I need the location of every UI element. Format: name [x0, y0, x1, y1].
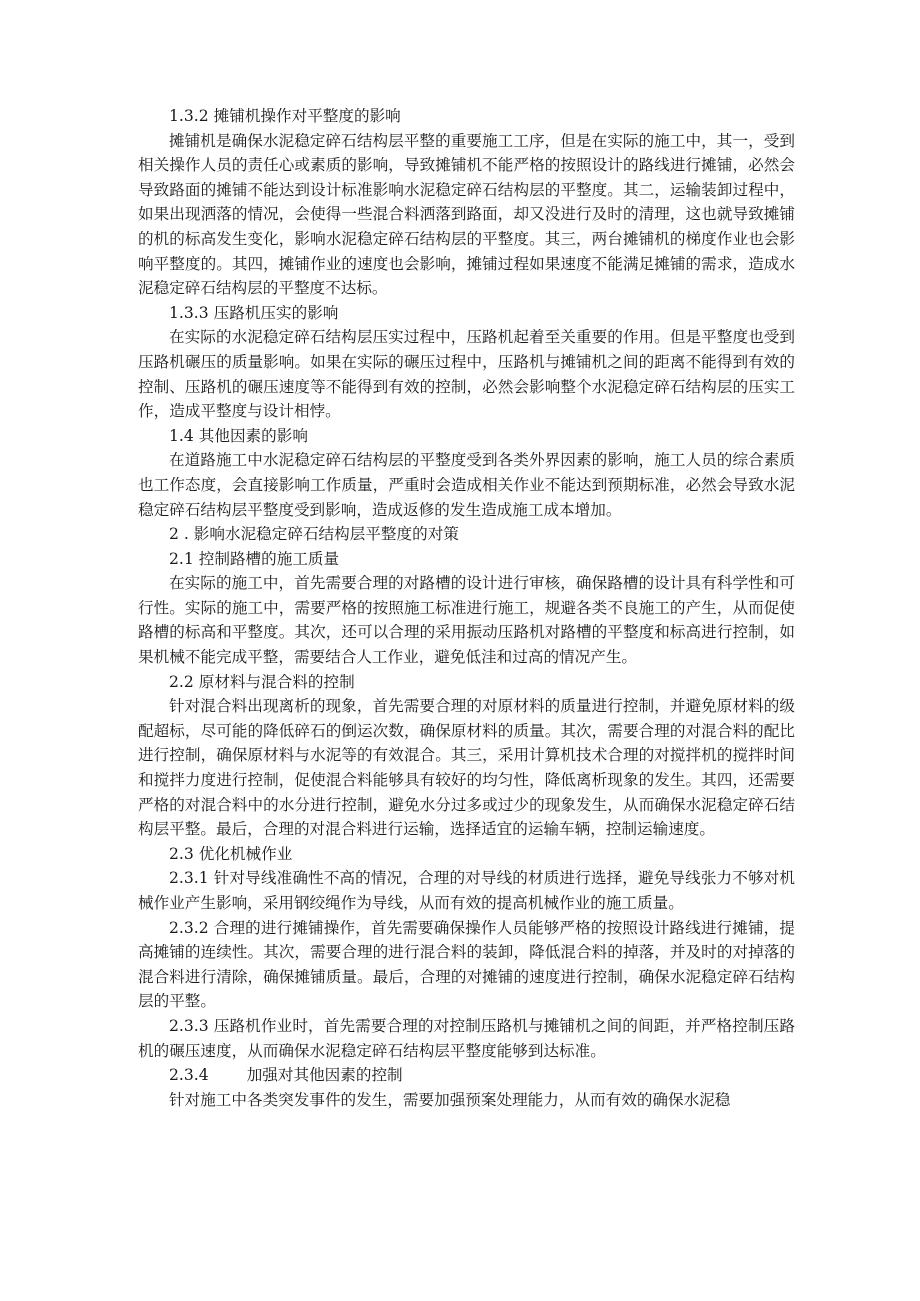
paragraph: 针对混合料出现离析的现象，首先需要合理的对原材料的质量进行控制，并避免原材料的级配超标，尽可能的降低碎石的倒运次数，确保原材料的质量。其次，需要合理的对混合料的配比进行控制，确保原材料与水泥等的有效混合。其三，采用计算机技术合理的对搅拌机的搅拌时间和搅拌力度进行控制，促使混合料能够具有较好的均匀性，降低离析现象的发生。其四，还需要严格的对混合料中的水分进行控制，避免水分过多或过少的现象发生，从而确保水泥稳定碎石结构层平整。最后，合理的对混合料进行运输，选择适宜的运输车辆，控制运输速度。 — [138, 697, 795, 839]
paragraph-2-3-3: 2.3.3 压路机作业时，首先需要合理的对控制压路机与摊铺机之间的间距，并严格控制压路机的碾压速度，从而确保水泥稳定碎石结构层平整度能够到达标准。 — [138, 1016, 795, 1060]
section-heading-2: 2 . 影响水泥稳定碎石结构层平整度的对策 — [169, 525, 459, 544]
section-heading-1-3-2: 1.3.2 摊铺机操作对平整度的影响 — [169, 107, 401, 125]
section-heading-2-3-4 — [138, 1063, 795, 1088]
paragraph: 摊铺机是确保水泥稳定碎石结构层平整的重要施工工序，但是在实际的施工中，其一，受到相关操作人员的责任心或素质的影响，导致摊铺机不能严格的按照设计的路线进行摊铺，必然会导致路面的摊铺不能达到设计标准影响水泥稳定碎石结构层的平整度。其二，运输装卸过程中，如果出现洒落的情况，会使得一些混合料洒落到路面，却又没进行及时的清理，这也就导致摊铺的机的标高发生变化，影响水泥稳定碎石结构层的平整度。其三，两台摊铺机的梯度作业也会影响平整度的。其四，摊铺作业的速度也会影响，摊铺过程如果速度不能满足摊铺的需求，造成水泥稳定碎石结构层的平整度不达标。 — [138, 131, 795, 298]
section-heading-2-1: 2.1 控制路槽的施工质量 — [169, 549, 340, 568]
section-heading-2-3: 2.3 优化机械作业 — [169, 844, 293, 863]
section-title: 加强对其他因素的控制 — [246, 1066, 403, 1085]
paragraph: 在实际的水泥稳定碎石结构层压实过程中，压路机起着至关重要的作用。但是平整度也受到压路机碾压的质量影响。如果在实际的碾压过程中，压路机与摊铺机之间的距离不能得到有效的控制、压路机的碾压速度等不能得到有效的控制，必然会影响整个水泥稳定碎石结构层的压实工作，造成平整度与设计相悖。 — [138, 328, 795, 421]
paragraph: 在道路施工中水泥稳定碎石结构层的平整度受到各类外界因素的影响，施工人员的综合素质也工作态度，会直接影响工作质量，严重时会造成相关作业不能达到预期标准，必然会导致水泥稳定碎石结构层平整度受到影响，造成返修的发生造成施工成本增加。 — [138, 451, 795, 519]
section-number: 2.3.4 — [169, 1066, 209, 1085]
paragraph: 针对施工中各类突发事件的发生，需要加强预案处理能力，从而有效的确保水泥稳 — [169, 1090, 731, 1109]
paragraph-2-3-1: 2.3.1 针对导线准确性不高的情况，合理的对导线的材质进行选择，避免导线张力不够对机械作业产生影响，采用钢绞绳作为导线，从而有效的提高机械作业的施工质量。 — [138, 869, 795, 912]
paragraph-2-3-2: 2.3.2 合理的进行摊铺操作，首先需要确保操作人员能够严格的按照设计路线进行摊铺，提高摊铺的连续性。其次，需要合理的进行混合料的装卸，降低混合料的掉落，并及时的对掉落的混合料进行清除，确保摊铺质量。最后，合理的对摊铺的速度进行控制，确保水泥稳定碎石结构层的平整。 — [138, 918, 795, 1011]
section-heading-2-2: 2.2 原材料与混合料的控制 — [169, 672, 355, 691]
section-heading-1-4: 1.4 其他因素的影响 — [169, 426, 308, 445]
paragraph: 在实际的施工中，首先需要合理的对路槽的设计进行审核，确保路槽的设计具有科学性和可行性。实际的施工中，需要严格的按照施工标准进行施工，规避各类不良施工的产生，从而促使路槽的标高和平整度。其次，还可以合理的采用振动压路机对路槽的平整度和标高进行控制，如果机械不能完成平整，需要结合人工作业，避免低洼和过高的情况产生。 — [138, 574, 795, 667]
document-body — [138, 104, 795, 1112]
section-heading-1-3-3: 1.3.3 压路机压实的影响 — [169, 303, 339, 322]
